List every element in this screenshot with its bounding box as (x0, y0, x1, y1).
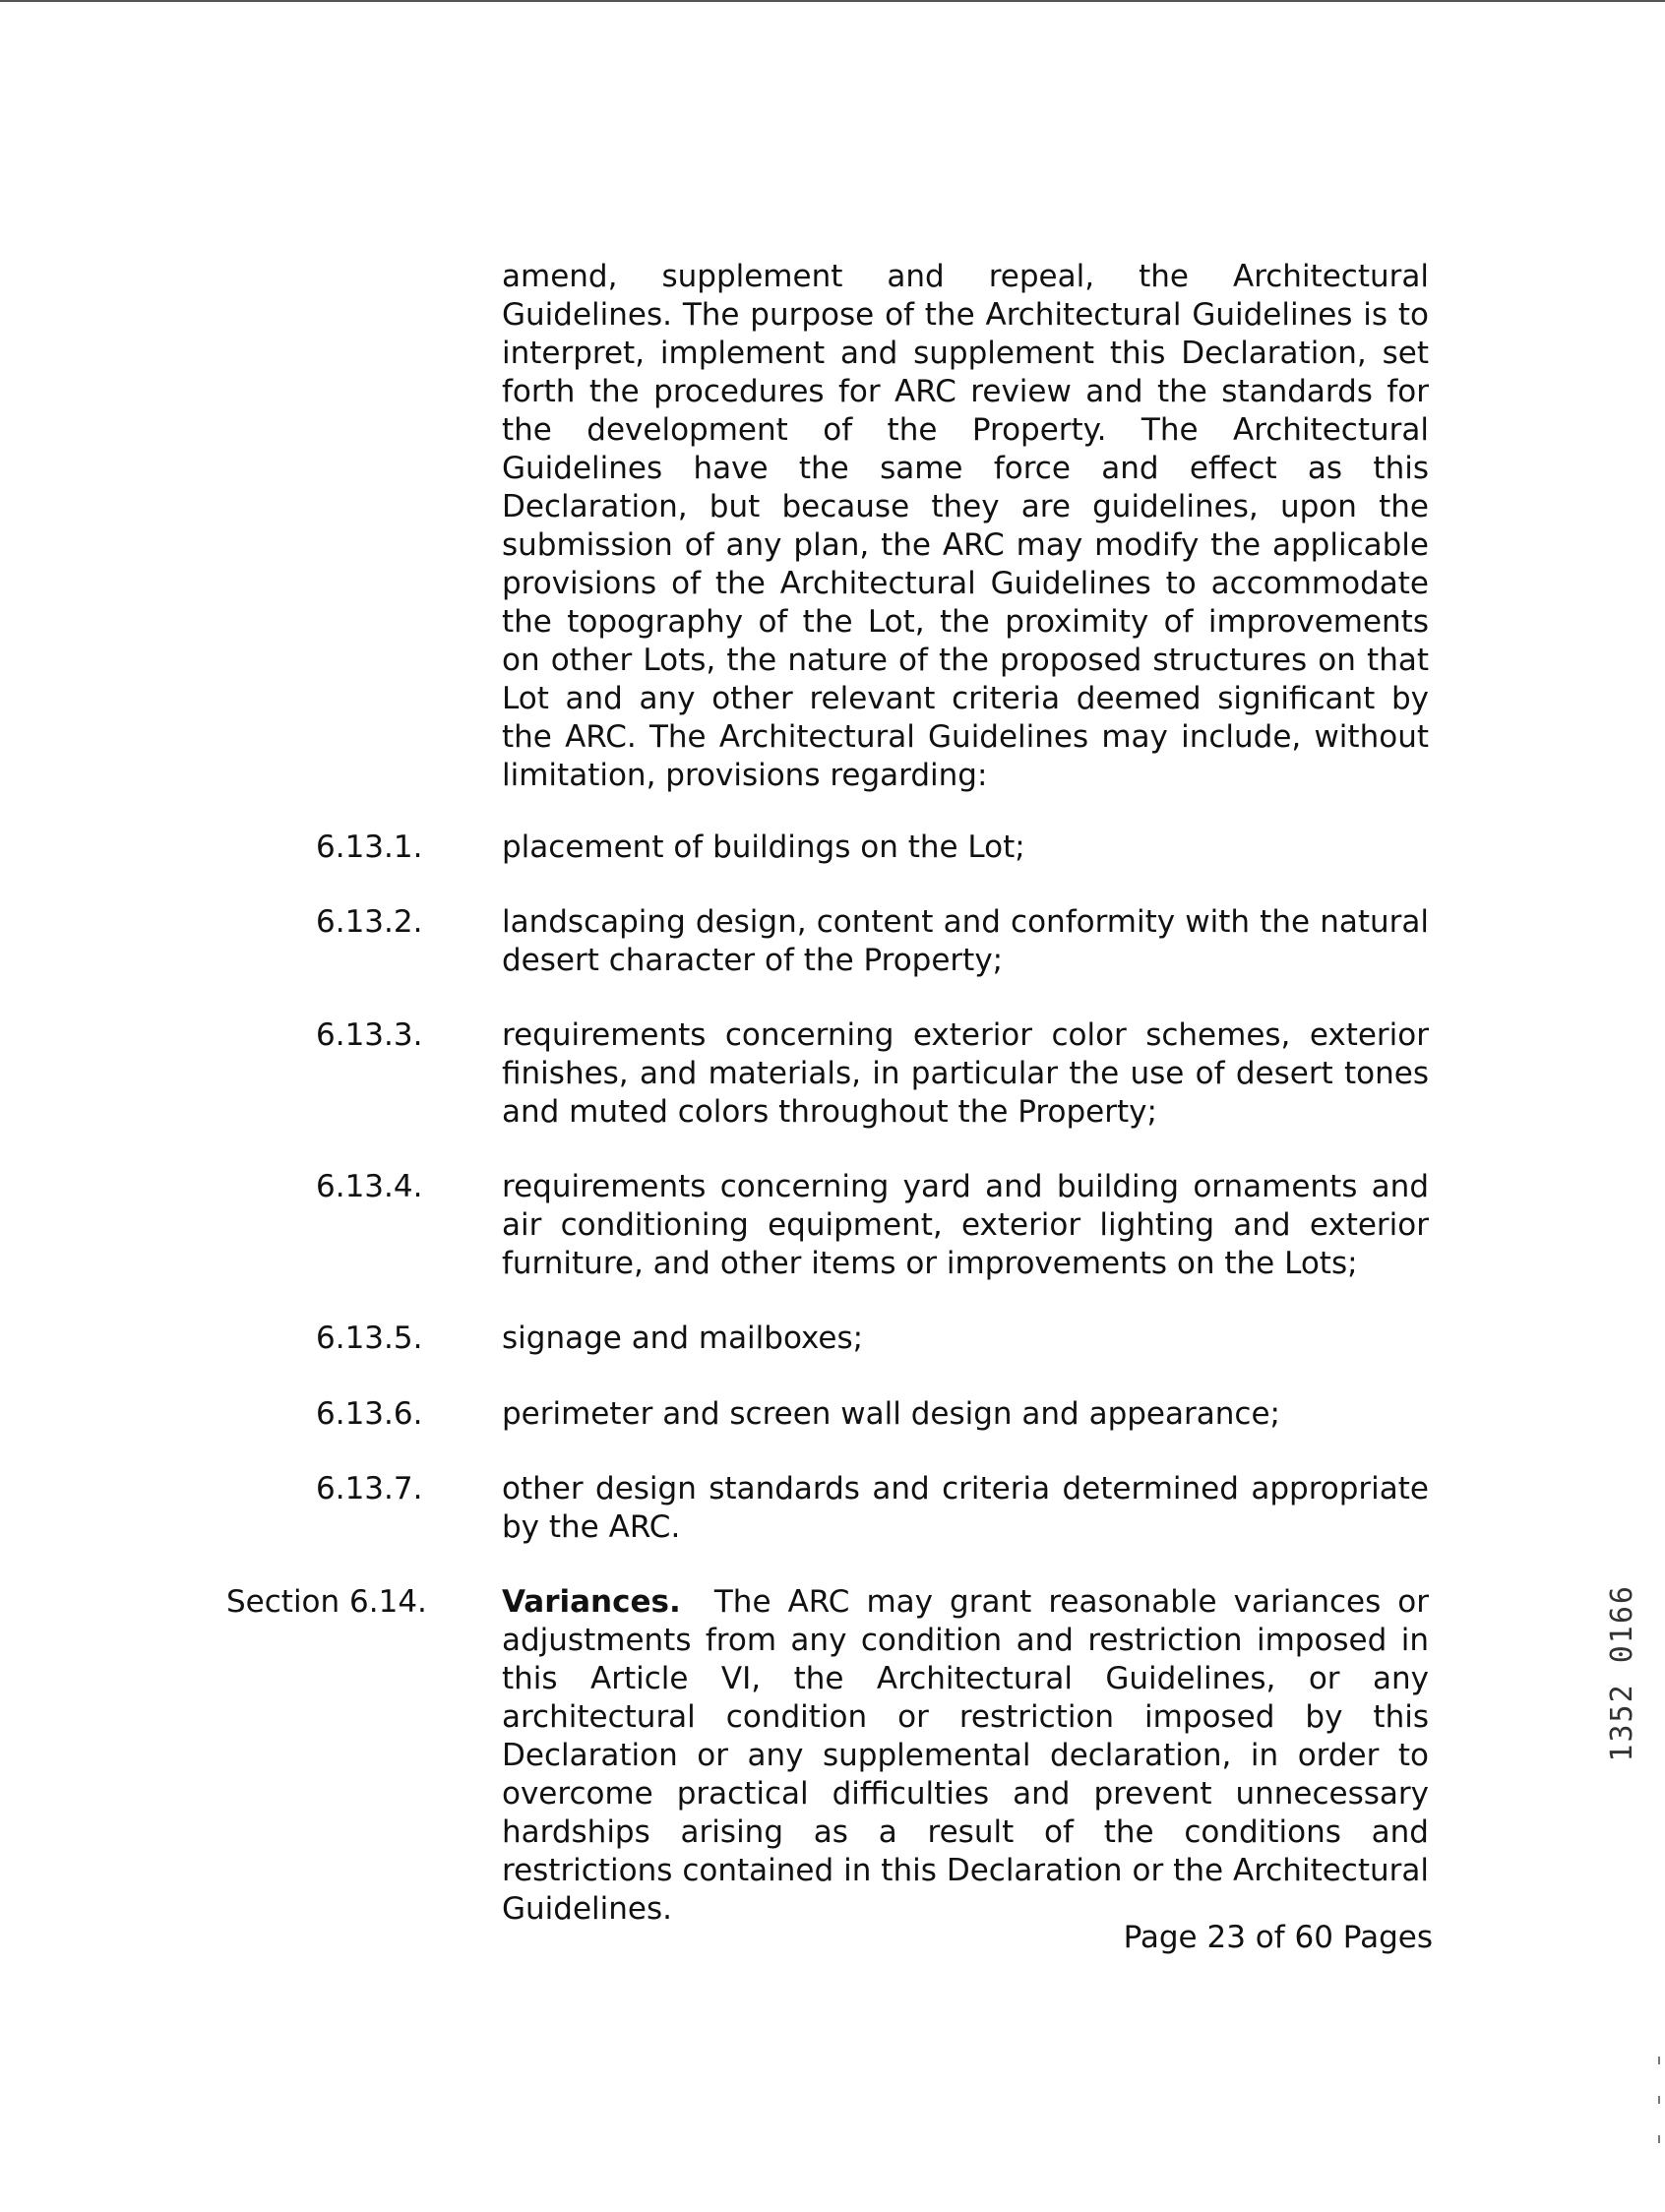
page-footer: Page 23 of 60 Pages (1123, 1920, 1433, 1955)
item-text-6-13-5: signage and mailboxes; (502, 1321, 864, 1356)
item-number-6-13-7: 6.13.7. (316, 1471, 423, 1506)
item-number-6-13-2: 6.13.2. (316, 904, 423, 940)
margin-mark (1658, 2057, 1660, 2064)
intro-paragraph: amend, supplement and repeal, the Architectural Guidelines. The purpose of the Architectural Guidelines is to interpret, implement and supplement this Declaration, set forth the procedures for ARC review and the standards for the development of the Property. The Architectural Guidelines have the same force and effect as this Declaration, but because they are guidelines, upon the submission of any plan, the ARC may modify the applicable provisions of the Architectural Guidelines to accommodate the topography of the Lot, the proximity of improvements on other Lots, the nature of the proposed structures on that Lot and any other relevant criteria deemed significant by the ARC. The Architectural Guidelines may include, without limitation, provisions regarding: (502, 259, 1429, 793)
margin-mark (1658, 2096, 1660, 2104)
item-text-6-13-1: placement of buildings on the Lot; (502, 830, 1025, 865)
section-title-variances: Variances. (502, 1584, 681, 1620)
item-number-6-13-4: 6.13.4. (316, 1169, 423, 1204)
item-number-6-13-3: 6.13.3. (316, 1017, 423, 1053)
section-body: The ARC may grant reasonable variances or adjustments from any condition and restriction imposed in this Article VI, the Architectural Guidelines, or any architectural condition or restriction imposed by this Declaration or any supplemental declaration, in order to overcome practical difficulties and prevent unnecessary hardships arising as a result of the conditions and restrictions contained in this Declaration or the Architectural Guidelines. (502, 1584, 1429, 1927)
item-text-6-13-3: requirements concerning exterior color schemes, exterior finishes, and materials, in particular the use of desert tones and muted colors throughout the Property; (502, 1017, 1429, 1130)
item-text-6-13-2: landscaping design, content and conformity with the natural desert character of the Property; (502, 904, 1429, 978)
recording-stamp: 1352 0166 (1605, 1584, 1639, 1762)
margin-mark (1658, 2135, 1660, 2143)
section-6-14-paragraph (502, 1583, 1429, 1929)
item-number-6-13-6: 6.13.6. (316, 1396, 423, 1432)
section-label-6-14: Section 6.14. (226, 1584, 427, 1620)
item-number-6-13-1: 6.13.1. (316, 830, 423, 865)
item-number-6-13-5: 6.13.5. (316, 1321, 423, 1356)
item-text-6-13-7: other design standards and criteria determined appropriate by the ARC. (502, 1471, 1429, 1545)
item-text-6-13-4: requirements concerning yard and building ornaments and air conditioning equipment, exterior lighting and exterior furniture, and other items or improvements on the Lots; (502, 1169, 1429, 1281)
item-text-6-13-6: perimeter and screen wall design and appearance; (502, 1396, 1280, 1432)
